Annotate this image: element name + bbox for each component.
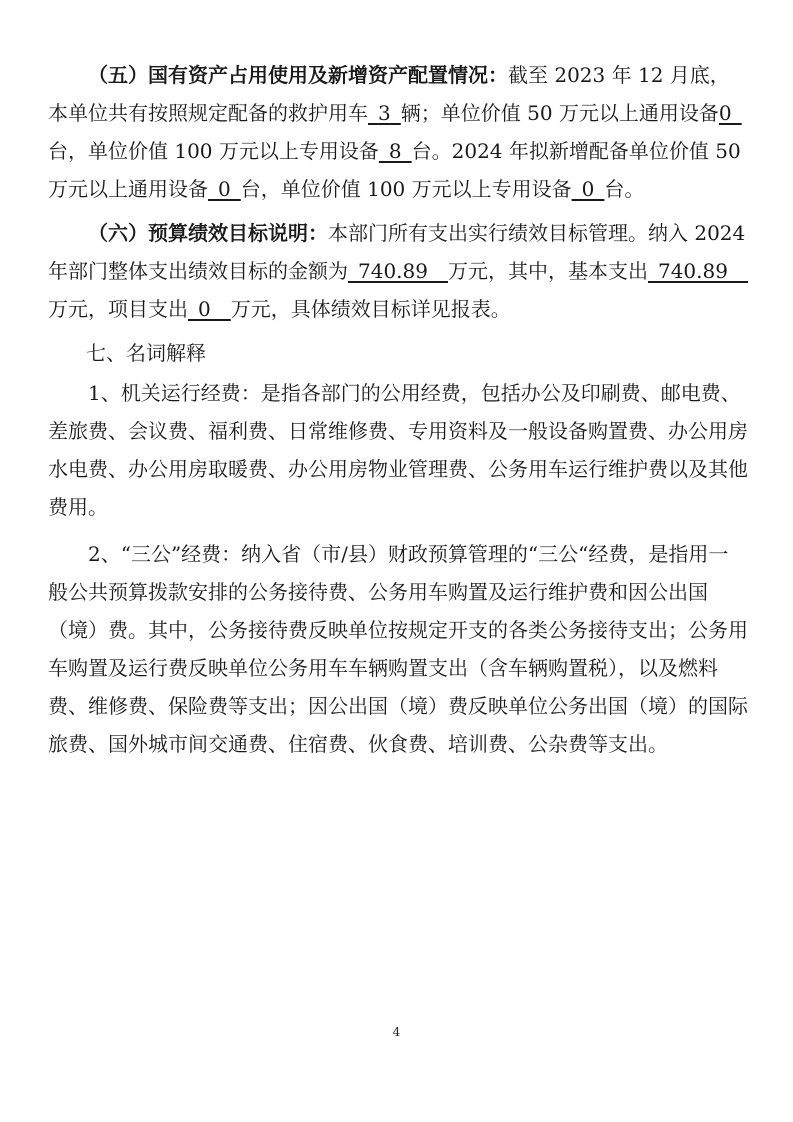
new-special-equipment-count: _0_	[571, 177, 605, 201]
section-6-title: （六）预算绩效目标说明：	[88, 221, 328, 245]
total-performance-amount: _740.89__	[348, 259, 448, 283]
section-5-text-5: 台，单位价值 100 万元以上专用设备	[240, 177, 572, 201]
section-5-text-6: 台。	[604, 177, 645, 201]
new-general-equipment-count: _0_	[208, 177, 241, 201]
basic-expenditure-amount: _740.89__	[647, 259, 748, 283]
section-6-paragraph	[48, 214, 748, 328]
general-equipment-count: 0_	[718, 101, 742, 125]
section-5-text-1: 截至 2023 年 12 月底，本单位共有按照规定配备的救护用车	[48, 63, 730, 125]
special-equipment-count: _8_	[378, 139, 412, 163]
section-7-heading: 七、名词解释	[86, 341, 206, 365]
section-6-text-3: 万元，项目支出	[48, 297, 188, 321]
section-6-text-2: 万元，其中，基本支出	[447, 259, 648, 283]
project-expenditure-amount: _0__	[188, 297, 231, 321]
page-number: 4	[392, 1025, 401, 1039]
definition-item-2: 2、“三公”经费：纳入省（市/县）财政预算管理的“三公“经费，是指用一般公共预算拨款安排的公务接待费、公务用车购置及运行维护费和因公出国（境）费。其中，公务接待费反映单位按规定开支的各类公务接待支出；公务用车购置及运行费反映单位公务用车车辆购置支出（含车辆购置税），以及燃料费、维修费、保险费等支出；因公出国（境）费反映单位公务出国（境）的国际旅费、国外城市间交通费、住宿费、伙食费、培训费、公杂费等支出。	[48, 542, 748, 756]
section-5-paragraph	[48, 56, 748, 208]
section-5-title: （五）国有资产占用使用及新增资产配置情况：	[88, 63, 508, 87]
section-5-text-2: 辆；单位价值 50 万元以上通用设备	[400, 101, 719, 125]
section-6-text-1: 本部门所有支出实行绩效目标管理。纳入 2024 年部门整体支出绩效目标的金额为	[48, 221, 746, 283]
definition-item-1: 1、机关运行经费：是指各部门的公用经费，包括办公及印刷费、邮电费、差旅费、会议费、福利费、日常维修费、专用资料及一般设备购置费、办公用房水电费、办公用房取暖费、办公用房物业管理费、公务用车运行维护费以及其他费用。	[48, 381, 748, 519]
section-6-text-4: 万元，具体绩效目标详见报表。	[230, 297, 511, 321]
section-5-text-4: 台。2024 年拟新增配备单位价值 50 万元以上通用设备	[48, 139, 741, 201]
ambulance-count: _3_	[368, 101, 401, 125]
section-5-text-3: 台，单位价值 100 万元以上专用设备	[48, 139, 379, 163]
